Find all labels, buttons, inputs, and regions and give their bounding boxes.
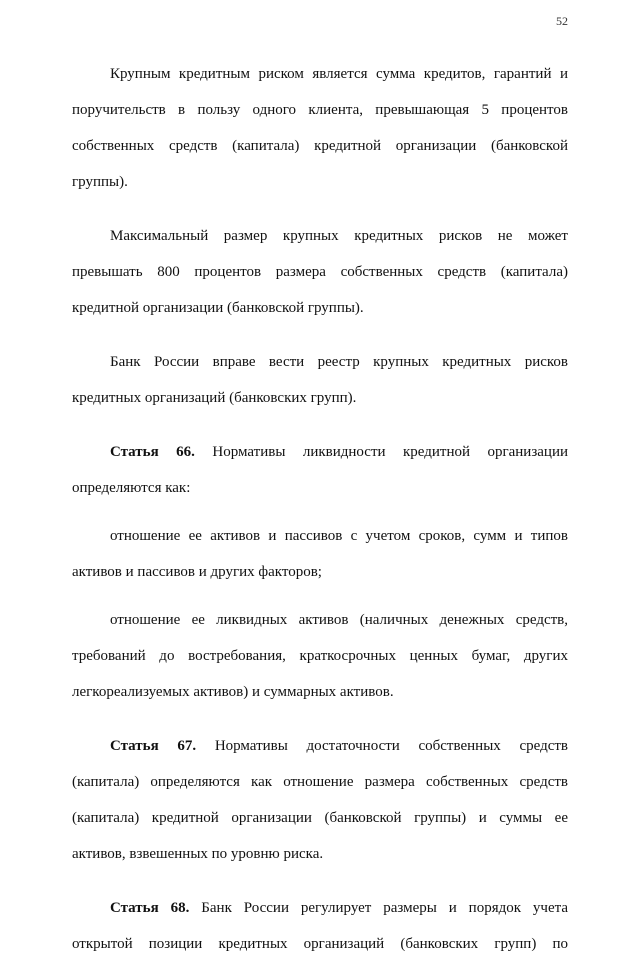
article-first-line (72, 728, 568, 764)
paragraph-large-credit-risk (72, 56, 568, 200)
article-heading: Статья 67. (110, 738, 197, 754)
article-heading: Статья 66. (110, 444, 195, 460)
text-line: Максимальный размер крупных кредитных рисков не может (110, 228, 568, 244)
text-line: активов и пассивов и других факторов; (72, 564, 322, 580)
text-line: требований до востребования, краткосрочных ценных бумаг, других (72, 648, 568, 664)
article-67 (72, 728, 568, 872)
text-line: собственных средств (капитала) кредитной организации (банковской (72, 138, 568, 154)
text-line: активов, взвешенных по уровню риска. (72, 846, 324, 862)
text-line: кредитной организации (банковской группы). (72, 300, 364, 316)
article-first-line-text: Банк России регулирует размеры и порядок учета (201, 900, 569, 916)
article-68 (72, 890, 568, 962)
text-line: Банк России вправе вести реестр крупных кредитных рисков (110, 354, 568, 370)
article-heading: Статья 68. (110, 900, 190, 916)
text-line: превышать 800 процентов размера собственных средств (капитала) (72, 264, 568, 280)
article-66 (72, 434, 568, 506)
paragraph-max-risk (72, 218, 568, 326)
text-line: определяются как: (72, 480, 191, 496)
text-line: поручительств в пользу одного клиента, превышающая 5 процентов (72, 102, 568, 118)
text-line: группы). (72, 174, 128, 190)
article-first-line (72, 434, 568, 470)
document-body (72, 56, 568, 980)
article-first-line (72, 890, 568, 926)
text-line: (капитала) кредитной организации (банковской группы) и суммы ее (72, 810, 568, 826)
paragraph-risk-registry (72, 344, 568, 416)
text-line: открытой позиции кредитных организаций (банковских групп) по (72, 936, 568, 952)
page-number: 52 (556, 14, 568, 28)
paragraph-liquidity-item-2 (72, 602, 568, 710)
text-line: отношение ее ликвидных активов (наличных денежных средств, (110, 612, 568, 628)
paragraph-liquidity-item-1 (72, 518, 568, 590)
article-first-line-text: Нормативы достаточности собственных средств (214, 738, 568, 754)
text-line: Крупным кредитным риском является сумма кредитов, гарантий и (110, 66, 568, 82)
text-line: легкореализуемых активов) и суммарных активов. (72, 684, 394, 700)
article-first-line-text: Нормативы ликвидности кредитной организации (212, 444, 568, 460)
text-line: (капитала) определяются как отношение размера собственных средств (72, 774, 568, 790)
text-line: кредитных организаций (банковских групп). (72, 390, 357, 406)
text-line: отношение ее активов и пассивов с учетом сроков, сумм и типов (110, 528, 568, 544)
